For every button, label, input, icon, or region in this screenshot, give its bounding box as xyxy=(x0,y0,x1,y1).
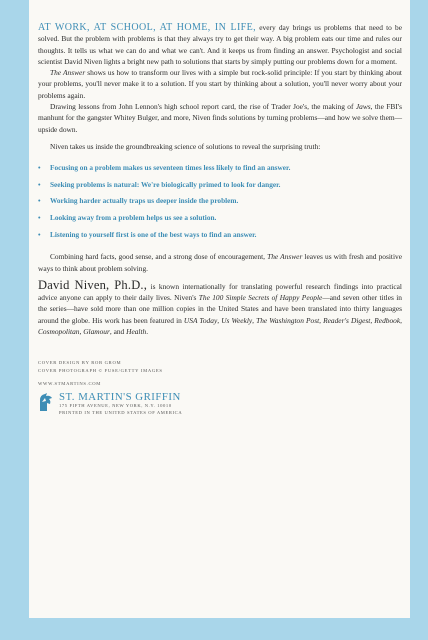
publisher-block xyxy=(38,391,402,417)
separator: , xyxy=(252,315,257,325)
list-item-text: Focusing on a problem makes us seventeen times less likely to find an answer. xyxy=(50,163,291,173)
author-name: David Niven, Ph.D., xyxy=(38,277,148,292)
bullet-icon: • xyxy=(38,213,41,223)
bullet-icon: • xyxy=(38,229,41,239)
series-title: The 100 Simple Secrets of Happy People xyxy=(198,293,323,303)
truths-list xyxy=(38,160,402,243)
publication-title: Glamour xyxy=(83,327,110,337)
intro-paragraph xyxy=(38,22,402,67)
list-item-text: Working harder actually traps us deeper inside the problem. xyxy=(50,196,239,206)
book-title: The Answer xyxy=(50,68,86,78)
principle-paragraph xyxy=(38,67,402,101)
cover-design-credit: COVER DESIGN BY ROB GROM xyxy=(38,360,122,366)
cover-text xyxy=(38,22,402,417)
bio-text: is known internationally for translating powerful research findings into practical advice anyone can apply to their daily lives. Niven's xyxy=(38,281,402,303)
lessons-text-b: , the FBI's manhunt for the gangster Whitey Bulger, and more, Niven finds solutions by turning problems—and how we solve them—upside down. xyxy=(38,102,402,134)
bio-text: —and seven other titles in the series—have sold more than one million copies in the United States and have been translated into thirty languages around the globe. His work has been featured in xyxy=(38,293,402,325)
lessons-text-a: Drawing lessons from John Lennon's high school report card, the rise of Trader Joe's, the making of xyxy=(50,102,356,112)
jaws-title: Jaws xyxy=(355,102,371,112)
publication-title: Health xyxy=(126,327,147,337)
separator: , xyxy=(370,315,375,325)
list-item xyxy=(38,177,402,194)
credits xyxy=(38,359,402,387)
bullet-icon: • xyxy=(38,163,41,173)
list-item xyxy=(38,160,402,177)
list-item-text: Looking away from a problem helps us see a solution. xyxy=(50,213,217,223)
list-item xyxy=(38,210,402,227)
publication-title: The Washington Post xyxy=(256,315,320,325)
publisher-info xyxy=(59,391,182,417)
intro-text: every day brings us problems that need to be solved. But the problem with problems is that they always try to get their way. A big problem eats our time and rules our thoughts. It tells us what we can do and what we can't. And it keeps us from finding an answer. Psychologist and social scientist David Niven lights a bright new path to solutions that starts by simply putting our problems down for a moment. xyxy=(38,23,402,66)
griffin-logo-icon xyxy=(38,392,54,412)
separator: , xyxy=(217,315,222,325)
publisher-url: WWW.STMARTINS.COM xyxy=(38,380,102,386)
printed-in: PRINTED IN THE UNITED STATES OF AMERICA xyxy=(59,409,183,415)
bullet-icon: • xyxy=(38,196,41,206)
publication-title: Redbook xyxy=(374,315,401,325)
book-title: The Answer xyxy=(267,252,303,262)
author-bio xyxy=(38,277,402,337)
cover-photo-credit: COVER PHOTOGRAPH © FUSE/GETTY IMAGES xyxy=(38,367,163,373)
principle-text: shows us how to transform our lives with a simple but rock-solid principle: If you start by thinking about your problems, you'll never make it to a solution. If you start by thinking about a solution, you'll never worry about your problems again. xyxy=(38,68,402,100)
list-item-text: Seeking problems is natural: We're biologically primed to look for danger. xyxy=(50,179,281,189)
closing-text-b: leaves us with fresh and positive ways to think about problem solving. xyxy=(38,252,402,273)
separator: , and xyxy=(109,327,127,337)
publication-title: Cosmopolitan xyxy=(38,327,80,337)
separator: , xyxy=(400,315,402,325)
separator: , xyxy=(319,315,324,325)
list-item-text: Listening to yourself first is one of the best ways to find an answer. xyxy=(50,229,257,239)
publisher-address: 175 FIFTH AVENUE, NEW YORK, N.Y. 10010 xyxy=(59,403,172,409)
closing-paragraph xyxy=(38,251,402,274)
publisher-name: ST. MARTIN'S GRIFFIN xyxy=(59,391,181,404)
publication-title: USA Today xyxy=(183,315,218,325)
publication-title: Us Weekly xyxy=(221,315,253,325)
publication-title: Reader's Digest xyxy=(323,315,371,325)
lessons-paragraph xyxy=(38,101,402,135)
bullet-icon: • xyxy=(38,179,41,189)
science-paragraph: Niven takes us inside the groundbreaking science of solutions to reveal the surprising truth: xyxy=(50,141,321,151)
separator: . xyxy=(146,327,149,337)
list-item xyxy=(38,227,402,244)
list-item xyxy=(38,193,402,210)
closing-text-a: Combining hard facts, good sense, and a strong dose of encouragement, xyxy=(50,252,268,262)
intro-lead: AT WORK, AT SCHOOL, AT HOME, IN LIFE, xyxy=(38,22,257,33)
separator: , xyxy=(79,327,84,337)
